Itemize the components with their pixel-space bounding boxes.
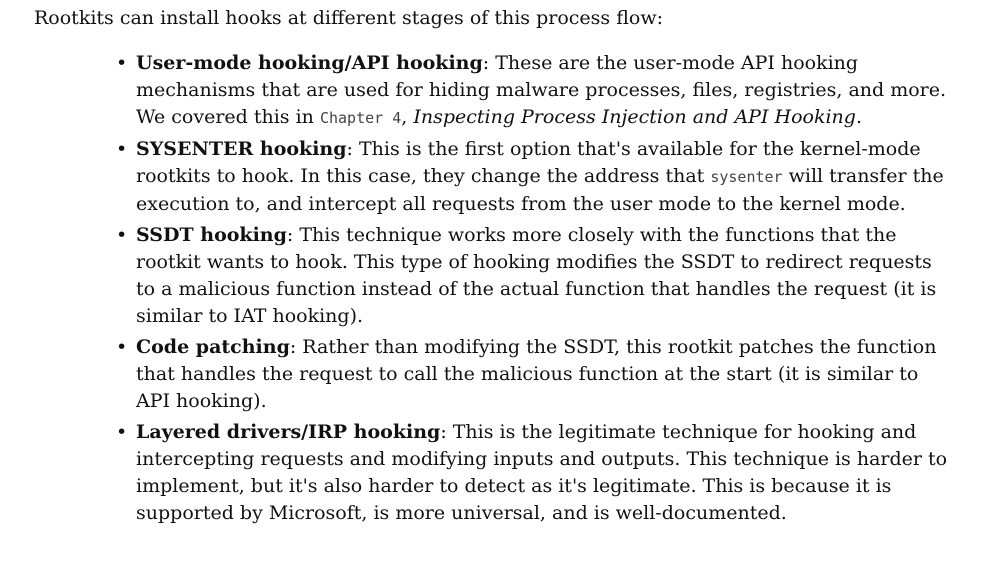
term-separator: : bbox=[346, 138, 353, 160]
item-text: Rather than modifying the SSDT, this rootkit patches the function that handles the request to call the malicious function at the start (it is similar to API hooking). bbox=[136, 336, 937, 412]
list-item-code-patching bbox=[112, 334, 952, 415]
inline-code: sysenter bbox=[710, 168, 783, 186]
term-label: Layered drivers/IRP hooking bbox=[136, 421, 441, 443]
list-item-user-mode-hooking bbox=[112, 50, 952, 132]
item-text: , bbox=[401, 106, 414, 128]
bullet-icon: • bbox=[116, 52, 128, 74]
term-label: SSDT hooking bbox=[136, 224, 287, 246]
bullet-icon: • bbox=[116, 224, 128, 246]
item-text: This is the legitimate technique for hooking and intercepting requests and modifying inputs and outputs. This technique is harder to implement, but it's also harder to detect as it's legitimate. This is because it is supported by Microsoft, is more universal, and is well-documented. bbox=[136, 421, 948, 524]
item-text: These are the user-mode API hooking mechanisms that are used for hiding malware processes, files, registries, and more. We covered this in bbox=[136, 52, 947, 128]
item-text: . bbox=[855, 106, 862, 128]
list-item-ssdt-hooking bbox=[112, 222, 952, 330]
bullet-icon: • bbox=[116, 336, 128, 358]
term-label: SYSENTER hooking bbox=[136, 138, 347, 160]
bullet-icon: • bbox=[116, 138, 128, 160]
item-text: will transfer the execution to, and intercept all requests from the user mode to the kernel mode. bbox=[136, 165, 944, 215]
intro-paragraph: Rootkits can install hooks at different stages of this process flow: bbox=[34, 7, 663, 29]
item-text: This technique works more closely with the functions that the rootkit wants to hook. This type of hooking modifies the SSDT to redirect requests to a malicious function instead of the actual function that handles the request (it is similar to IAT hooking). bbox=[136, 224, 937, 327]
term-label: Code patching bbox=[136, 336, 290, 358]
term-separator: : bbox=[440, 421, 447, 443]
list-item-sysenter-hooking bbox=[112, 136, 952, 218]
term-separator: : bbox=[289, 336, 297, 358]
term-label: User-mode hooking/API hooking bbox=[136, 52, 483, 74]
item-text: This is the first option that's available for the kernel-mode rootkits to hook. In this case, they change the address that bbox=[136, 138, 921, 187]
list-item-layered-drivers bbox=[112, 419, 952, 527]
term-separator: : bbox=[286, 224, 294, 246]
term-separator: : bbox=[482, 52, 490, 74]
hook-stage-list bbox=[112, 50, 952, 531]
bullet-icon: • bbox=[116, 421, 128, 443]
inline-code: Chapter 4 bbox=[319, 109, 402, 127]
chapter-title: Inspecting Process Injection and API Hooking bbox=[413, 106, 856, 128]
